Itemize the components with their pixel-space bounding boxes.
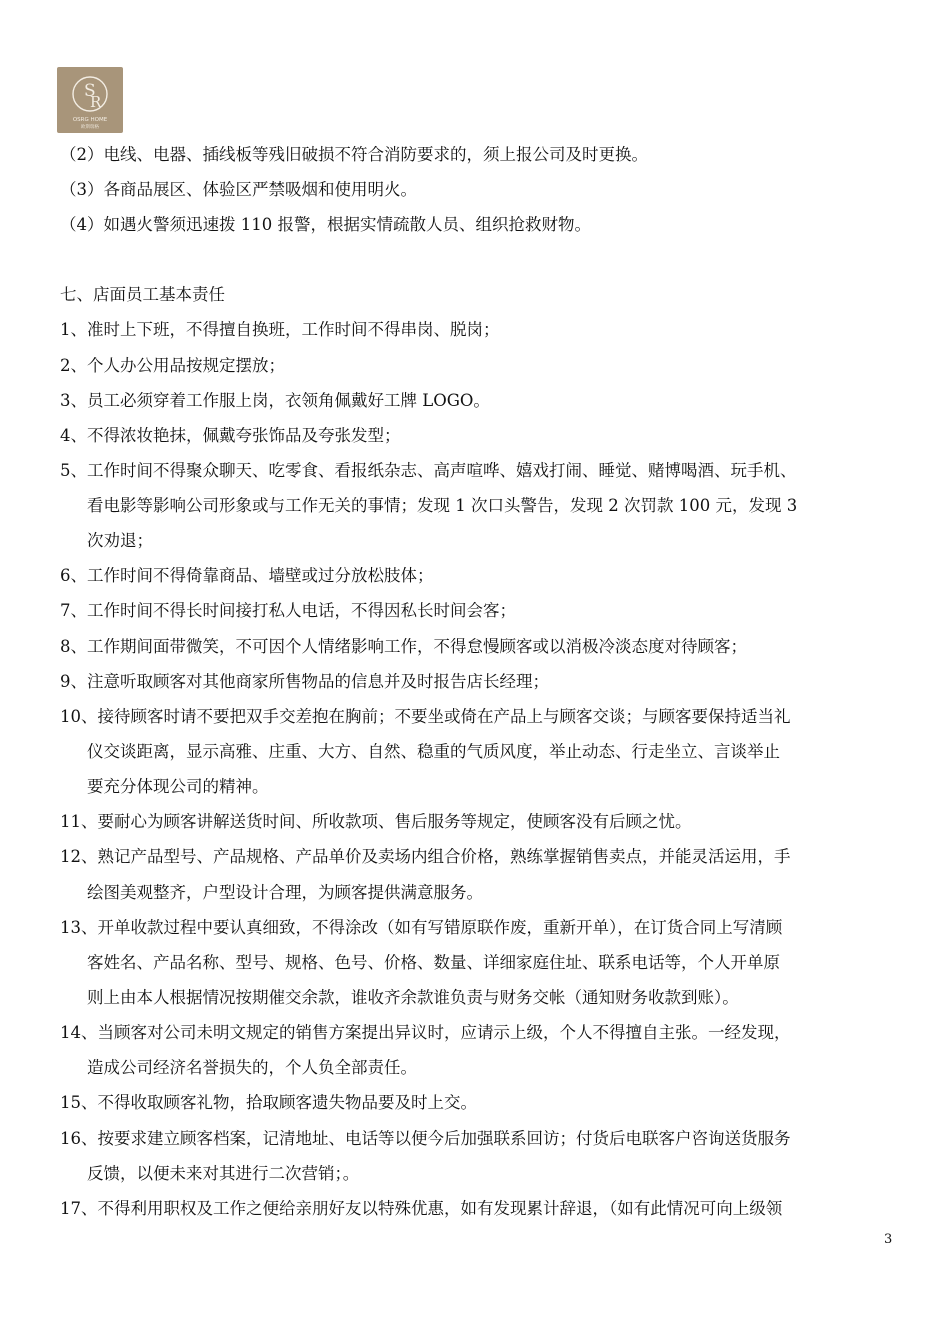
text-line: 5、工作时间不得聚众聊天、吃零食、看报纸杂志、高声喧哗、嬉戏打闹、睡觉、赌博喝酒、玩手机、 [60,461,797,480]
text-line: 7、工作时间不得长时间接打私人电话，不得因私长时间会客； [60,601,516,620]
text-line: 15、不得收取顾客礼物，拾取顾客遗失物品要及时上交。 [60,1093,477,1112]
text-line: 则上由本人根据情况按期催交余款，谁收齐余款谁负责与财务交帐（通知财务收款到账）。 [87,988,739,1007]
text-line: 反馈，以便未来对其进行二次营销；。 [87,1164,360,1183]
text-line: 绘图美观整齐，户型设计合理，为顾客提供满意服务。 [87,883,483,902]
text-line: 4、不得浓妆艳抹，佩戴夸张饰品及夸张发型； [60,426,401,445]
text-line: 仪交谈距离，显示高雅、庄重、大方、自然、稳重的气质风度，举止动态、行走坐立、言谈举止 [87,742,780,761]
text-line: （3）各商品展区、体验区严禁吸烟和使用明火。 [60,180,417,199]
text-line: 12、熟记产品型号、产品规格、产品单价及卖场内组合价格，熟练掌握销售卖点，并能灵活运用，手 [60,847,791,866]
logo-text: OSRG HOME [72,117,108,123]
text-line: 次劝退； [87,531,153,550]
text-line: 2、个人办公用品按规定摆放； [60,356,285,375]
text-line: 造成公司经济名誉损失的，个人负全部责任。 [87,1058,417,1077]
text-line: 17、不得利用职权及工作之便给亲朋好友以特殊优惠，如有发现累计辞退，（如有此情况可向上级领 [60,1199,783,1218]
company-logo [57,67,123,133]
text-line: 客姓名、产品名称、型号、规格、色号、价格、数量、详细家庭住址、联系电话等，个人开单原 [87,953,780,972]
text-line: （4）如遇火警须迅速拨 110 报警，根据实情疏散人员、组织抢救财物。 [60,215,591,234]
text-line: 6、工作时间不得倚靠商品、墙壁或过分放松肢体； [60,566,434,585]
text-line: 11、要耐心为顾客讲解送货时间、所收款项、售后服务等规定，使顾客没有后顾之忧。 [60,812,692,831]
text-line: 要充分体现公司的精神。 [87,777,269,796]
svg-text:S: S [84,81,96,101]
text-line: 16、按要求建立顾客档案，记清地址、电话等以便今后加强联系回访；付货后电联客户咨询送货服务 [60,1129,791,1148]
text-line: 看电影等影响公司形象或与工作无关的事情；发现 1 次口头警告，发现 2 次罚款 100 元，发现 3 [87,496,798,515]
logo-emblem-icon [57,67,123,133]
text-line: 13、开单收款过程中要认真细致，不得涂改（如有写错原联作废，重新开单），在订货合同上写清顾 [60,918,783,937]
svg-text:R: R [90,93,102,111]
text-line: 8、工作期间面带微笑，不可因个人情绪影响工作，不得怠慢顾客或以消极冷淡态度对待顾客； [60,637,747,656]
text-line: 1、准时上下班，不得擅自换班，工作时间不得串岗、脱岗； [60,320,500,339]
text-line: 3、员工必须穿着工作服上岗，衣领角佩戴好工牌 LOGO。 [60,391,490,410]
text-line: 14、当顾客对公司未明文规定的销售方案提出异议时，应请示上级，个人不得擅自主张。一经发现， [60,1023,791,1042]
logo-subtext: 欧斯瑞格 [81,125,99,130]
text-line: 10、接待顾客时请不要把双手交差抱在胸前；不要坐或倚在产品上与顾客交谈；与顾客要保持适当礼 [60,707,791,726]
text-line: 9、注意听取顾客对其他商家所售物品的信息并及时报告店长经理； [60,672,549,691]
text-line: （2）电线、电器、插线板等残旧破损不符合消防要求的，须上报公司及时更换。 [60,145,648,164]
page-number: 3 [884,1232,893,1247]
section-heading: 七、店面员工基本责任 [60,285,225,304]
